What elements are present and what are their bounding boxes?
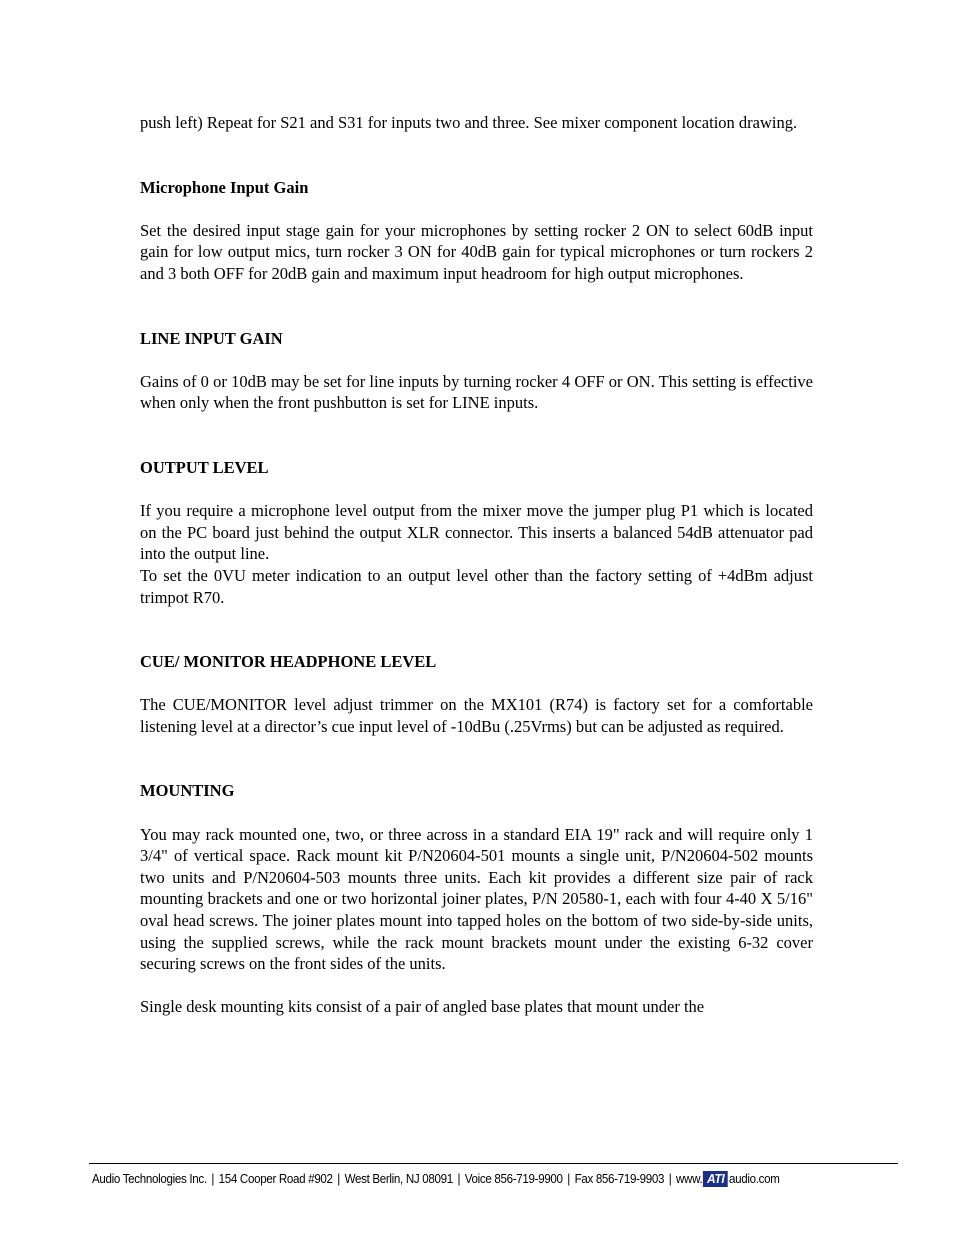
- section-heading-output-level: OUTPUT LEVEL: [140, 457, 269, 477]
- footer-voice: Voice 856-719-9900: [464, 1172, 563, 1186]
- section-paragraph: If you require a microphone level output from the mixer move the jumper plug P1 which is located on the PC board just behind the output XLR connector. This inserts a balanced 54dB attenuator pad into the output line.: [140, 501, 813, 564]
- document-body: [140, 112, 813, 1018]
- footer-city: West Berlin, NJ 08091: [344, 1172, 453, 1186]
- page-footer: [92, 1169, 837, 1189]
- footer-separator: |: [211, 1172, 215, 1186]
- section-paragraph: Gains of 0 or 10dB may be set for line inputs by turning rocker 4 OFF or ON. This setting is effective when only when the front pushbutton is set for LINE inputs.: [140, 371, 813, 413]
- footer-separator: |: [668, 1172, 672, 1186]
- footer-separator: |: [457, 1172, 461, 1186]
- footer-company: Audio Technologies Inc.: [92, 1172, 207, 1186]
- section-heading-mic-gain: Microphone Input Gain: [140, 177, 309, 197]
- footer-separator: |: [567, 1172, 570, 1186]
- footer-address: 154 Cooper Road #902: [218, 1172, 333, 1186]
- footer-web-suffix: audio.com: [729, 1172, 780, 1186]
- footer-separator: |: [337, 1172, 340, 1186]
- section-paragraph: The CUE/MONITOR level adjust trimmer on the MX101 (R74) is factory set for a comfortable listening level at a director’s cue input level of -10dBu (.25Vrms) but can be adjusted as required.: [140, 695, 813, 736]
- section-heading-line-gain: LINE INPUT GAIN: [140, 328, 283, 348]
- section-paragraph: To set the 0VU meter indication to an output level other than the factory setting of +4dBm adjust trimpot R70.: [140, 565, 813, 607]
- section-paragraph: Set the desired input stage gain for your microphones by setting rocker 2 ON to select 60dB input gain for low output mics, turn rocker 3 ON for 40dB gain for typical microphones or turn rockers 2 and 3 both OFF for 20dB gain and maximum input headroom for high output microphones.: [140, 220, 813, 283]
- footer-divider: [89, 1163, 898, 1164]
- section-heading-cue-monitor: CUE/ MONITOR HEADPHONE LEVEL: [140, 652, 437, 672]
- section-paragraph: You may rack mounted one, two, or three across in a standard EIA 19" rack and will require only 1 3/4" of vertical space. Rack mount kit P/N20604-501 mounts a single unit, P/N20604-502 mounts two units and P/N20604-503 mounts three units. Each kit provides a different size pair of rack mounting brackets and one or two horizontal joiner plates, P/N 20580-1, each with four 4-40 X 5/16" oval head screws. The joiner plates mount into tapped holes on the bottom of two side-by-side units, using the supplied screws, while the rack mount brackets mount under the existing 6-32 cover securing screws on the front sides of the units.: [140, 824, 813, 974]
- ati-logo: ATI: [703, 1171, 728, 1187]
- footer-web-prefix: www.: [675, 1172, 703, 1186]
- intro-paragraph: push left) Repeat for S21 and S31 for inputs two and three. See mixer component location drawing.: [140, 113, 798, 132]
- footer-web-link[interactable]: [676, 1171, 780, 1187]
- section-paragraph: Single desk mounting kits consist of a pair of angled base plates that mount under the: [140, 997, 705, 1017]
- footer-fax: Fax 856-719-9903: [574, 1172, 665, 1186]
- section-heading-mounting: MOUNTING: [140, 781, 235, 801]
